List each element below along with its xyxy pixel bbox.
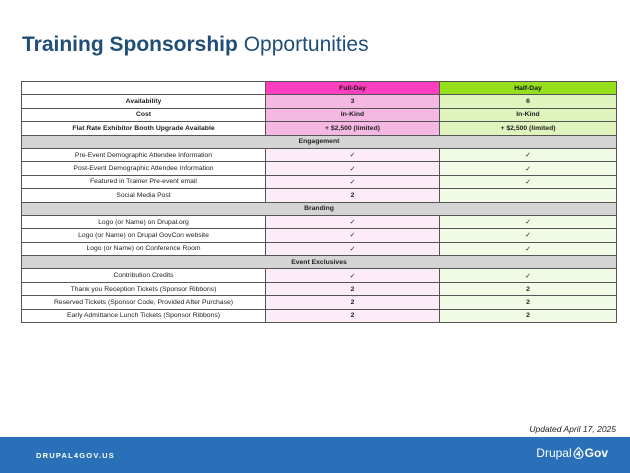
table-row xyxy=(22,309,617,322)
half-day-value: 6 xyxy=(440,95,617,108)
section-header-engagement xyxy=(22,135,617,148)
half-day-value: ✓ xyxy=(440,148,617,161)
sponsorship-table xyxy=(21,81,617,323)
section-title: Event Exclusives xyxy=(22,256,617,269)
drupal4gov-logo-icon xyxy=(573,447,584,462)
row-label: Thank you Reception Tickets (Sponsor Ribbons) xyxy=(22,282,266,295)
logo-text-gov: Gov xyxy=(584,446,608,460)
table-row xyxy=(22,175,617,188)
header-label-cell xyxy=(22,82,266,95)
table-row xyxy=(22,122,617,135)
table-row xyxy=(22,215,617,228)
row-label: Logo (or Name) on Drupal GovCon website xyxy=(22,229,266,242)
header-full-day: Full-Day xyxy=(266,82,440,95)
row-label: Contribution Credits xyxy=(22,269,266,282)
row-label: Logo (or Name) on Conference Room xyxy=(22,242,266,255)
table-row xyxy=(22,296,617,309)
full-day-value: ✓ xyxy=(266,162,440,175)
title-bold: Training Sponsorship xyxy=(22,33,238,56)
row-label: Early Admittance Lunch Tickets (Sponsor Ribbons) xyxy=(22,309,266,322)
table-row xyxy=(22,95,617,108)
half-day-value: ✓ xyxy=(440,175,617,188)
full-day-value: 3 xyxy=(266,95,440,108)
half-day-value: ✓ xyxy=(440,269,617,282)
full-day-value: ✓ xyxy=(266,148,440,161)
section-title: Branding xyxy=(22,202,617,215)
full-day-value: + $2,500 (limited) xyxy=(266,122,440,135)
half-day-value: ✓ xyxy=(440,215,617,228)
table-row xyxy=(22,162,617,175)
full-day-value: ✓ xyxy=(266,229,440,242)
full-day-value: 2 xyxy=(266,282,440,295)
half-day-value: 2 xyxy=(440,309,617,322)
row-label: Pre-Event Demographic Attendee Information xyxy=(22,148,266,161)
footer-url-link[interactable]: DRUPAL4GOV.US xyxy=(36,451,115,460)
drupal4gov-logo xyxy=(536,446,608,462)
half-day-value: 2 xyxy=(440,296,617,309)
section-header-branding xyxy=(22,202,617,215)
full-day-value: 2 xyxy=(266,189,440,202)
row-label: Flat Rate Exhibitor Booth Upgrade Available xyxy=(22,122,266,135)
table-row xyxy=(22,189,617,202)
half-day-value xyxy=(440,189,617,202)
full-day-value: ✓ xyxy=(266,175,440,188)
table-row xyxy=(22,282,617,295)
row-label: Logo (or Name) on Drupal.org xyxy=(22,215,266,228)
full-day-value: In-Kind xyxy=(266,108,440,121)
full-day-value: ✓ xyxy=(266,269,440,282)
row-label: Featured in Trainer Pre-event email xyxy=(22,175,266,188)
section-title: Engagement xyxy=(22,135,617,148)
full-day-value: ✓ xyxy=(266,215,440,228)
logo-text-drupal: Drupal xyxy=(536,446,572,460)
row-label: Post-Event Demographic Attendee Information xyxy=(22,162,266,175)
footer-bar xyxy=(0,437,630,473)
full-day-value: 2 xyxy=(266,309,440,322)
title-light: Opportunities xyxy=(243,33,369,56)
row-label: Social Media Post xyxy=(22,189,266,202)
half-day-value: In-Kind xyxy=(440,108,617,121)
table-row xyxy=(22,269,617,282)
row-label: Availability xyxy=(22,95,266,108)
half-day-value: + $2,500 (limited) xyxy=(440,122,617,135)
half-day-value: ✓ xyxy=(440,242,617,255)
table-row xyxy=(22,229,617,242)
updated-date: Updated April 17, 2025 xyxy=(529,424,616,434)
row-label: Cost xyxy=(22,108,266,121)
table-header-row xyxy=(22,82,617,95)
full-day-value: ✓ xyxy=(266,242,440,255)
row-label: Reserved Tickets (Sponsor Code, Provided After Purchase) xyxy=(22,296,266,309)
header-half-day: Half-Day xyxy=(440,82,617,95)
table-row xyxy=(22,108,617,121)
half-day-value: 2 xyxy=(440,282,617,295)
page-title xyxy=(22,33,369,57)
table-row xyxy=(22,148,617,161)
table-row xyxy=(22,242,617,255)
full-day-value: 2 xyxy=(266,296,440,309)
half-day-value: ✓ xyxy=(440,229,617,242)
section-header-event-exclusives xyxy=(22,256,617,269)
half-day-value: ✓ xyxy=(440,162,617,175)
